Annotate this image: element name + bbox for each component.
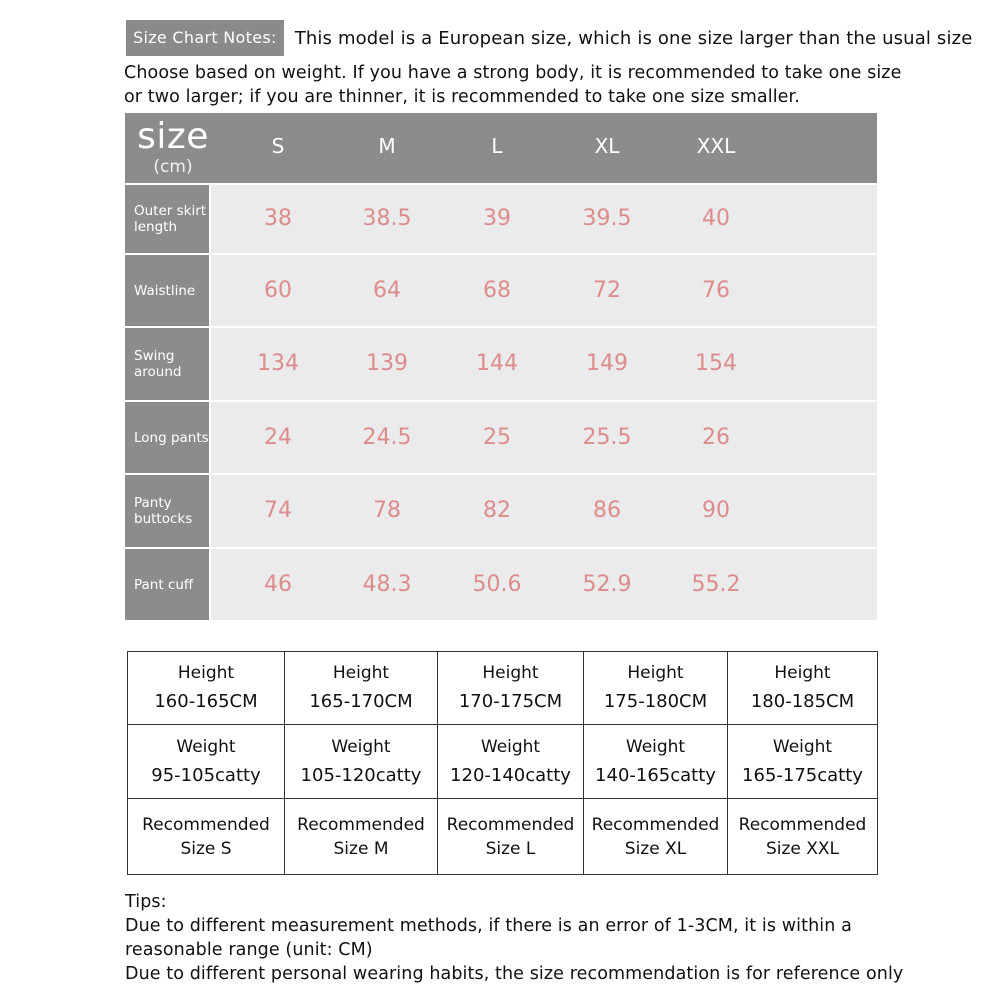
size-value-cell: 78: [373, 498, 401, 523]
recommended-size-cell: Recommended Size XL: [584, 799, 728, 875]
weight-cell: Weight 120-140catty: [438, 725, 584, 799]
size-value-cell: 40: [702, 206, 730, 231]
size-value-cell: 60: [264, 277, 292, 303]
recommended-size-cell: Recommended Size M: [285, 799, 438, 875]
size-value-cell: 134: [257, 351, 299, 376]
recommended-size-cell: Recommended Size S: [128, 799, 285, 875]
height-cell: Height 175-180CM: [584, 652, 728, 725]
row-label: Long pants: [125, 402, 209, 473]
recommended-size-row: [128, 799, 878, 875]
tips-line-1: Due to different measurement methods, if there is an error of 1-3CM, it is within a: [125, 916, 852, 936]
size-unit: (cm): [153, 157, 193, 177]
recommended-size-cell: Recommended Size XXL: [728, 799, 878, 875]
size-value-cell: 144: [476, 351, 518, 376]
size-value-cell: 52.9: [582, 571, 632, 597]
size-value-cell: 26: [702, 424, 730, 450]
height-cell: Height 160-165CM: [128, 652, 285, 725]
col-header-xl: XL: [594, 134, 620, 158]
size-value-cell: 68: [483, 277, 511, 303]
size-value-cell: 24: [264, 424, 292, 450]
weight-row: [128, 725, 878, 799]
size-value-cell: 25: [483, 424, 511, 450]
tips-title: Tips:: [125, 892, 167, 912]
height-row: [128, 652, 878, 725]
size-value-cell: 154: [695, 351, 737, 376]
row-label: Outer skirt length: [125, 185, 209, 253]
notes-line-2: or two larger; if you are thinner, it is recommended to take one size smaller.: [124, 87, 800, 107]
col-header-m: M: [378, 134, 396, 158]
weight-cell: Weight 95-105catty: [128, 725, 285, 799]
size-value-cell: 149: [586, 351, 628, 376]
tips-line-3: Due to different personal wearing habits, the size recommendation is for reference only: [125, 964, 904, 984]
size-value-cell: 38: [264, 206, 292, 231]
size-title: size: [137, 116, 209, 157]
weight-cell: Weight 140-165catty: [584, 725, 728, 799]
notes-line-1: Choose based on weight. If you have a strong body, it is recommended to take one size: [124, 63, 902, 83]
tips: [125, 890, 945, 986]
size-value-cell: 46: [264, 571, 292, 597]
col-header-l: L: [491, 134, 503, 158]
size-value-cell: 74: [264, 498, 292, 523]
height-cell: Height 165-170CM: [285, 652, 438, 725]
size-value-cell: 38.5: [362, 206, 412, 231]
recommendation-table: [127, 651, 878, 875]
notes-headline: This model is a European size, which is one size larger than the usual size: [294, 27, 973, 49]
size-value-cell: 48.3: [362, 571, 412, 597]
size-value-cell: 76: [702, 277, 730, 303]
height-cell: Height 180-185CM: [728, 652, 878, 725]
size-value-cell: 39.5: [582, 206, 632, 231]
notes-body: [124, 61, 944, 109]
size-value-cell: 39: [483, 206, 511, 231]
size-value-cell: 50.6: [472, 571, 522, 597]
row-label: Swing around: [125, 328, 209, 400]
size-value-cell: 139: [366, 351, 408, 376]
row-label: Waistline: [125, 255, 209, 326]
size-chart: [125, 113, 877, 620]
size-value-cell: 90: [702, 498, 730, 523]
col-header-xxl: XXL: [696, 134, 736, 158]
size-chart-notes: [126, 20, 972, 56]
size-value-cell: 25.5: [582, 424, 632, 450]
size-value-cell: 82: [483, 498, 511, 523]
col-header-s: S: [271, 134, 285, 158]
weight-cell: Weight 105-120catty: [285, 725, 438, 799]
recommended-size-cell: Recommended Size L: [438, 799, 584, 875]
row-label: Pant cuff: [125, 549, 209, 620]
row-label: Panty buttocks: [125, 475, 209, 547]
size-value-cell: 24.5: [362, 424, 412, 450]
size-value-cell: 72: [593, 277, 621, 303]
tips-line-2: reasonable range (unit: CM): [125, 940, 373, 960]
size-value-cell: 64: [373, 277, 401, 303]
notes-label: Size Chart Notes:: [126, 20, 284, 56]
size-value-cell: 55.2: [691, 571, 741, 597]
size-chart-header: [125, 113, 877, 183]
weight-cell: Weight 165-175catty: [728, 725, 878, 799]
height-cell: Height 170-175CM: [438, 652, 584, 725]
size-value-cell: 86: [593, 498, 621, 523]
